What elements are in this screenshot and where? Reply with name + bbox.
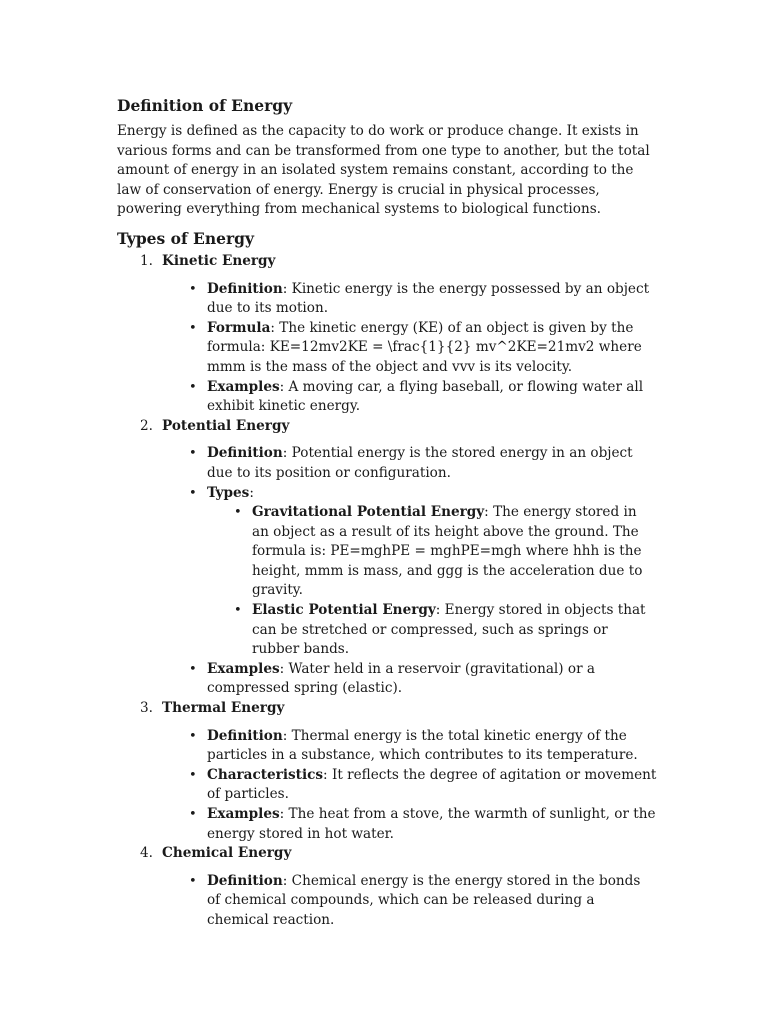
point-text: : The kinetic energy (KE) of an object is given by the formula: KE=12mv2KE = \frac{1}{2} mv^2KE=21mv2 where mmm is the mass of the object and vvv is its velocity. <box>207 319 642 375</box>
list-number: 1. <box>140 252 153 269</box>
bullet-point <box>189 727 657 766</box>
point-text: : Chemical energy is the energy stored in the bonds of chemical compounds, which can be released during a chemical reaction. <box>207 872 641 928</box>
bullet-icon: • <box>234 603 242 619</box>
point-label: Definition <box>207 280 283 297</box>
point-text: : A moving car, a flying baseball, or flowing water all exhibit kinetic energy. <box>207 378 644 415</box>
point-label: Types <box>207 484 250 501</box>
point-label: Examples <box>207 806 280 822</box>
point-label: Definition <box>207 727 283 744</box>
point-label: Examples <box>207 660 280 677</box>
sub-points <box>207 503 657 660</box>
bullet-icon: • <box>234 505 242 521</box>
energy-type-points <box>162 444 657 699</box>
sub-point-text: : The energy stored in an object as a result of its height above the ground. The formula is: PE=mghPE = mghPE=mgh where hhh is the height, mmm is mass, and ggg is the acceleration due to gravity. <box>252 504 643 599</box>
point-label: Examples <box>207 378 280 395</box>
sub-point-label: Elastic Potential Energy <box>252 602 436 619</box>
energy-type-title: Kinetic Energy <box>162 252 276 269</box>
bullet-icon: • <box>189 661 197 677</box>
energy-type-item <box>140 844 657 930</box>
point-label: Formula <box>207 319 271 336</box>
energy-type-item <box>140 252 657 417</box>
energy-type-item <box>140 699 657 844</box>
point-label: Characteristics <box>207 766 324 783</box>
types-heading: Types of Energy <box>117 228 255 248</box>
bullet-point <box>189 378 657 417</box>
bullet-icon: • <box>189 767 197 783</box>
point-text: : Kinetic energy is the energy possessed by an object due to its motion. <box>207 280 650 317</box>
sub-point-label: Gravitational Potential Energy <box>252 504 485 521</box>
list-number: 3. <box>140 700 153 717</box>
sub-bullet-point <box>234 503 657 601</box>
sub-point-text: : Energy stored in objects that can be stretched or compressed, such as springs or rubber bands. <box>252 602 646 658</box>
energy-type-title: Thermal Energy <box>162 700 285 717</box>
bullet-point <box>189 280 657 319</box>
intro-paragraph: Energy is defined as the capacity to do work or produce change. It exists in various forms and can be transformed from one type to another, but the total amount of energy in an isolated system remains constant, according to the law of conservation of energy. Energy is crucial in physical processes, powering everything from mechanical systems to biological functions. <box>117 123 650 218</box>
bullet-icon: • <box>189 485 197 501</box>
point-text: : Water held in a reservoir (gravitational) or a compressed spring (elastic). <box>207 660 596 697</box>
document-content <box>117 95 657 931</box>
bullet-point <box>189 872 657 931</box>
bullet-icon: • <box>189 807 197 822</box>
bullet-icon: • <box>189 379 197 395</box>
bullet-point <box>189 484 657 660</box>
bullet-icon: • <box>189 873 197 889</box>
energy-type-points <box>162 872 657 931</box>
energy-type-title: Potential Energy <box>162 417 290 434</box>
point-text: : Thermal energy is the total kinetic energy of the particles in a substance, which contributes to its temperature. <box>207 727 638 764</box>
bullet-point <box>189 660 657 699</box>
bullet-icon: • <box>189 281 197 297</box>
energy-type-points <box>162 727 657 845</box>
sub-bullet-point <box>234 601 657 660</box>
energy-type-item <box>140 417 657 699</box>
bullet-icon: • <box>189 728 197 744</box>
list-number: 4. <box>140 845 153 862</box>
bullet-icon: • <box>189 320 197 336</box>
point-text: : The heat from a stove, the warmth of sunlight, or the energy stored in hot water. <box>207 806 656 842</box>
energy-types-list <box>117 252 657 931</box>
list-number: 2. <box>140 417 153 434</box>
bullet-point <box>189 444 657 483</box>
bullet-icon: • <box>189 446 197 462</box>
point-text: : It reflects the degree of agitation or movement of particles. <box>207 766 657 803</box>
page-title: Definition of Energy <box>117 96 293 115</box>
point-text: : Potential energy is the stored energy in an object due to its position or configuration. <box>207 445 633 481</box>
energy-type-title: Chemical Energy <box>162 845 292 862</box>
point-label: Definition <box>207 872 283 889</box>
point-label: Definition <box>207 445 283 462</box>
bullet-point <box>189 766 657 805</box>
bullet-point <box>189 319 657 378</box>
energy-type-points <box>162 280 657 417</box>
bullet-point <box>189 805 657 844</box>
point-text: : <box>249 484 254 501</box>
